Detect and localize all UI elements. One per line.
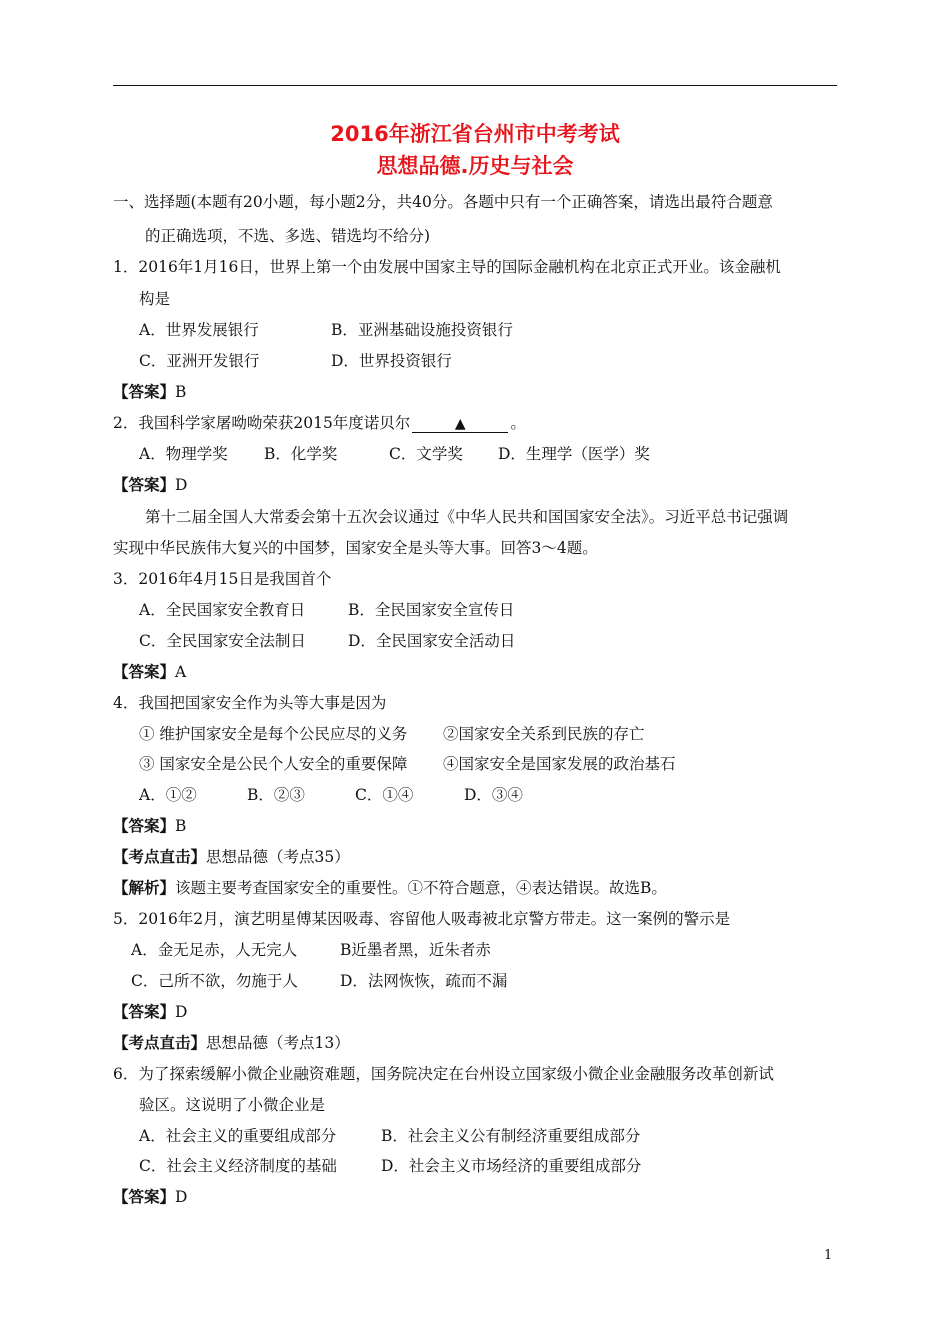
analysis-label: 【解析】 <box>113 878 176 897</box>
q4-statement-1: ① 维护国家安全是每个公民应尽的义务 <box>139 725 408 743</box>
q3-option-d: D．全民国家安全活动日 <box>348 632 516 650</box>
q3-option-b: B．全民国家安全宣传日 <box>348 601 515 619</box>
q6-option-c: C．社会主义经济制度的基础 <box>139 1157 337 1175</box>
q2-answer <box>113 474 187 496</box>
exam-point-value: 思想品德（考点35） <box>206 848 350 866</box>
q6-stem-line2: 验区。这说明了小微企业是 <box>139 1096 326 1114</box>
section-instructions-line1: 一、选择题(本题有20小题，每小题2分，共40分。各题中只有一个正确答案，请选出最符合题意 <box>113 193 773 211</box>
q1-stem-line2: 构是 <box>139 290 171 308</box>
q2-blank <box>412 415 508 433</box>
q5-stem: 5．2016年2月，演艺明星傅某因吸毒、容留他人吸毒被北京警方带走。这一案例的警示是 <box>113 910 731 928</box>
q4-option-c: C．①④ <box>355 786 414 804</box>
q6-option-d: D．社会主义市场经济的重要组成部分 <box>381 1157 642 1175</box>
passage-line2: 实现中华民族伟大复兴的中国梦，国家安全是头等大事。回答3～4题。 <box>113 539 598 557</box>
q1-answer <box>113 381 186 403</box>
q5-exam-point <box>113 1032 350 1054</box>
analysis-text: 该题主要考查国家安全的重要性。①不符合题意，④表达错误。故选B。 <box>175 879 667 897</box>
q6-options-row1 <box>0 1125 950 1147</box>
q5-option-b: B近墨者黑，近朱者赤 <box>340 941 491 959</box>
answer-value: B <box>175 817 187 835</box>
q2-stem-text: 2．我国科学家屠呦呦荣获2015年度诺贝尔 <box>113 414 411 432</box>
q5-options-row1 <box>0 939 950 961</box>
q5-option-a: A．金无足赤，人无完人 <box>131 941 298 959</box>
section-instructions-line2: 的正确选项，不选、多选、错选均不给分) <box>145 227 431 245</box>
q4-statement-3: ③ 国家安全是公民个人安全的重要保障 <box>139 755 408 773</box>
q2-option-b: B．化学奖 <box>264 445 338 463</box>
q2-option-a: A．物理学奖 <box>139 445 228 463</box>
q2-stem-end: 。 <box>510 414 526 432</box>
answer-label: 【答案】 <box>113 475 176 494</box>
q4-option-b: B．②③ <box>247 786 305 804</box>
q6-option-b: B．社会主义公有制经济重要组成部分 <box>381 1127 641 1145</box>
q4-statement-2: ②国家安全关系到民族的存亡 <box>443 725 645 743</box>
answer-label: 【答案】 <box>113 1002 176 1021</box>
q4-option-a: A．①② <box>139 786 197 804</box>
q1-option-c: C．亚洲开发银行 <box>139 352 260 370</box>
q4-statement-4: ④国家安全是国家发展的政治基石 <box>443 755 676 773</box>
q4-stem: 4．我国把国家安全作为头等大事是因为 <box>113 694 387 712</box>
answer-label: 【答案】 <box>113 662 176 681</box>
q3-stem: 3．2016年4月15日是我国首个 <box>113 570 332 588</box>
answer-value: B <box>175 383 187 401</box>
q1-options-row1 <box>0 319 950 341</box>
exam-subtitle: 思想品德.历史与社会 <box>376 154 574 178</box>
exam-point-label: 【考点直击】 <box>113 847 207 866</box>
answer-label: 【答案】 <box>113 816 176 835</box>
answer-label: 【答案】 <box>113 382 176 401</box>
answer-value: D <box>175 1003 188 1021</box>
triangle-icon: ▲ <box>454 416 466 432</box>
q3-answer <box>113 661 186 683</box>
q2-stem <box>113 412 526 434</box>
answer-value: A <box>175 663 187 681</box>
q3-option-c: C．全民国家安全法制日 <box>139 632 306 650</box>
q1-option-a: A．世界发展银行 <box>139 321 259 339</box>
q4-options-row <box>0 784 950 806</box>
q1-options-row2 <box>0 350 950 372</box>
passage-line1: 第十二届全国人大常委会第十五次会议通过《中华人民共和国国家安全法》。习近平总书记强调 <box>145 508 789 526</box>
exam-point-label: 【考点直击】 <box>113 1033 207 1052</box>
q3-options-row2 <box>0 630 950 652</box>
answer-value: D <box>175 476 188 494</box>
q1-option-b: B．亚洲基础设施投资银行 <box>331 321 513 339</box>
exam-point-value: 思想品德（考点13） <box>206 1034 350 1052</box>
q4-statements-row1 <box>0 723 950 745</box>
exam-title: 2016年浙江省台州市中考考试 <box>330 122 620 146</box>
q1-option-d: D．世界投资银行 <box>331 352 452 370</box>
q2-option-d: D．生理学（医学）奖 <box>498 445 650 463</box>
q4-analysis <box>113 877 667 899</box>
q6-stem-line1: 6．为了探索缓解小微企业融资难题，国务院决定在台州设立国家级小微企业金融服务改革创新试 <box>113 1065 774 1083</box>
q5-options-row2 <box>0 970 950 992</box>
q5-option-d: D．法网恢恢，疏而不漏 <box>340 972 508 990</box>
q4-option-d: D．③④ <box>464 786 523 804</box>
answer-label: 【答案】 <box>113 1187 176 1206</box>
q4-answer <box>113 815 186 837</box>
q2-options-row <box>0 443 950 465</box>
q1-stem-line1: 1．2016年1月16日，世界上第一个由发展中国家主导的国际金融机构在北京正式开业。该金融机 <box>113 258 781 276</box>
q3-options-row1 <box>0 599 950 621</box>
q2-option-c: C．文学奖 <box>389 445 463 463</box>
q6-option-a: A．社会主义的重要组成部分 <box>139 1127 337 1145</box>
header-rule <box>113 85 837 86</box>
q4-exam-point <box>113 846 350 868</box>
q5-answer <box>113 1001 187 1023</box>
page-number: 1 <box>824 1248 833 1263</box>
q4-statements-row2 <box>0 753 950 775</box>
q6-options-row2 <box>0 1155 950 1177</box>
answer-value: D <box>175 1188 188 1206</box>
q6-answer <box>113 1186 187 1208</box>
q3-option-a: A．全民国家安全教育日 <box>139 601 306 619</box>
q5-option-c: C．己所不欲，勿施于人 <box>131 972 298 990</box>
